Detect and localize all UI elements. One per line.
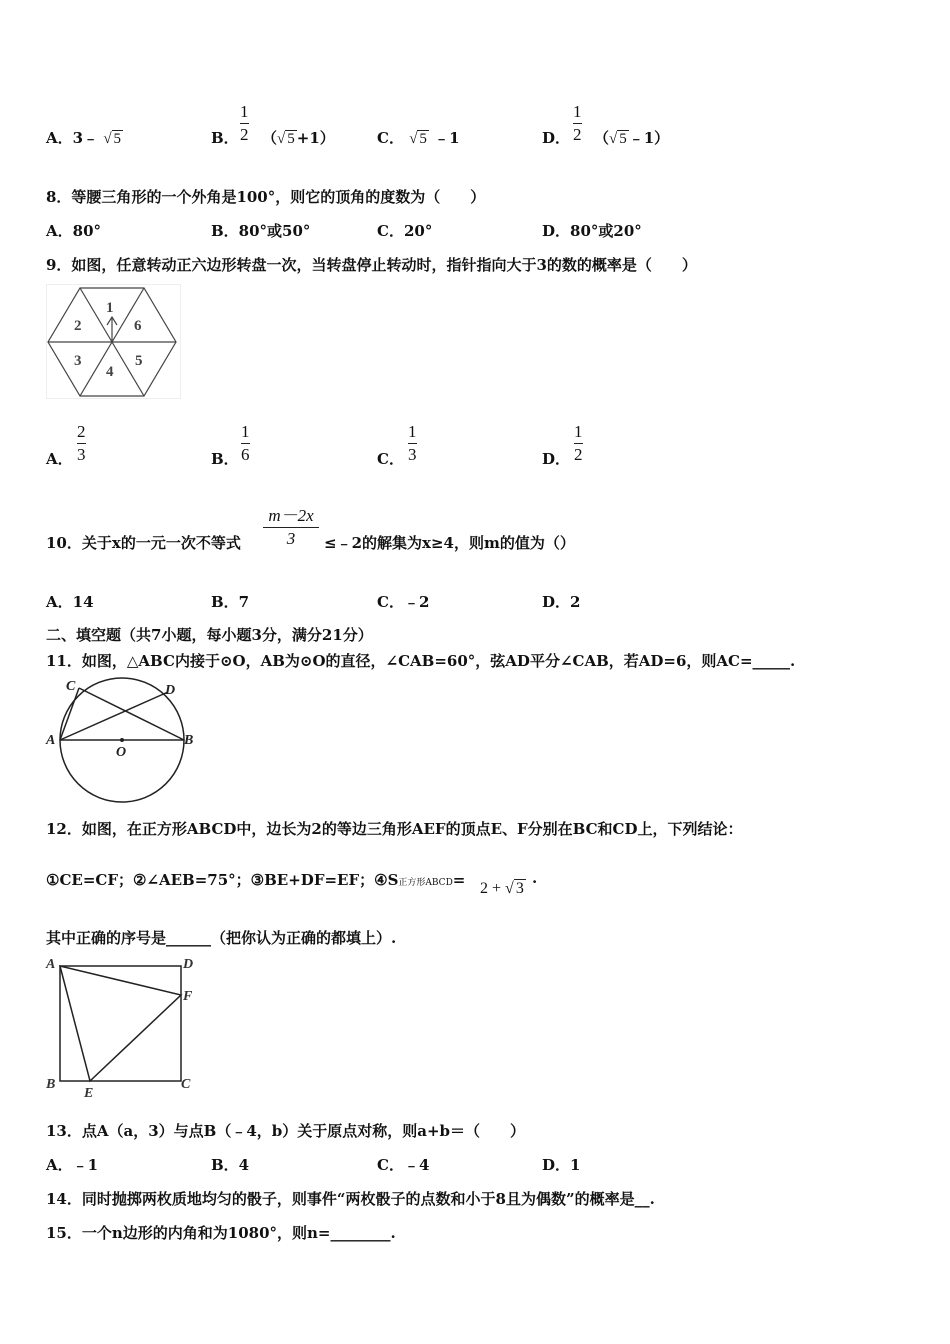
sq-point-f: F (183, 989, 193, 1004)
q13-stem: 13．点A（a，3）与点B（﹣4，b）关于原点对称，则a+b＝（ ） (46, 1122, 526, 1140)
q9-option-b-fraction: 1 6 (241, 422, 250, 464)
point-o: O (116, 745, 127, 760)
circle-figure (44, 676, 204, 808)
q7-d-expr: （√ 5 ﹣1） (594, 129, 670, 147)
q10-option-c: C．﹣2 (377, 593, 430, 611)
q12-value: 2 + √ 3 (480, 880, 524, 897)
q7-d-fraction: 1 2 (573, 102, 582, 144)
sector-5: 5 (135, 353, 143, 369)
section-heading: 二、填空题（共7小题，每小题3分，满分21分） (46, 626, 373, 644)
square-figure (44, 954, 204, 1100)
q12-period: . (532, 869, 538, 887)
q13-option-a: A．﹣1 (46, 1156, 99, 1174)
q7-b-fraction: 1 2 (240, 102, 249, 144)
q9-option-a-label: A． (46, 450, 73, 468)
q12-conclusions: ①CE=CF；②∠AEB=75°；③BE+DF=EF；④S正方形ABCD= (46, 871, 466, 889)
sector-6: 6 (134, 318, 142, 334)
q12-fill: 其中正确的序号是______（把你认为正确的都填上）. (46, 929, 397, 947)
q8-stem: 8．等腰三角形的一个外角是100°，则它的顶角的度数为（ ） (46, 188, 486, 206)
q13-option-d: D．1 (542, 1156, 581, 1174)
sq-point-e: E (84, 1086, 94, 1100)
q10-option-a: A．14 (46, 593, 94, 611)
q10-fraction: m－2x 3 (263, 506, 319, 549)
q10-option-b: B．7 (211, 593, 250, 611)
q10-option-d: D．2 (542, 593, 581, 611)
q15-stem: 15．一个n边形的内角和为1080°，则n=________. (46, 1224, 396, 1242)
q9-option-d-label: D． (542, 450, 571, 468)
sector-1: 1 (106, 300, 114, 316)
point-c: C (66, 679, 76, 694)
q9-option-c-fraction: 1 3 (408, 422, 417, 464)
q7-option-c: C． √ 5 ﹣1 (377, 129, 460, 147)
q13-option-b: B．4 (211, 1156, 250, 1174)
q7-option-d: D． (542, 129, 571, 147)
point-b: B (184, 733, 194, 748)
q9-option-c-label: C． (377, 450, 404, 468)
q8-option-a: A．80° (46, 222, 102, 240)
sqrt-symbol: √ 5 (103, 131, 122, 147)
q7-b-expr: （√ 5 +1） (262, 129, 335, 147)
q11-stem: 11．如图，△ABC内接于⊙O，AB为⊙O的直径，∠CAB=60°，弦AD平分∠CAB，若AD=6，则AC=_____. (46, 652, 796, 670)
q8-option-d: D．80°或20° (542, 222, 642, 240)
q8-option-c: C．20° (377, 222, 433, 240)
square-abcd (60, 966, 181, 1081)
q9-option-d-fraction: 1 2 (574, 422, 583, 464)
sector-4: 4 (106, 364, 114, 380)
point-d: D (165, 683, 176, 698)
q8-option-b: B．80°或50° (211, 222, 311, 240)
q9-option-b-label: B． (211, 450, 239, 468)
q10-tail: ≤﹣2的解集为x≥4，则m的值为（） (324, 534, 575, 552)
q7-option-b: B． (211, 129, 239, 147)
sq-point-a: A (46, 957, 56, 972)
q9-option-a-fraction: 2 3 (77, 422, 86, 464)
sq-point-c: C (181, 1077, 191, 1092)
q12-stem: 12．如图，在正方形ABCD中，边长为2的等边三角形AEF的顶点E、F分别在BC和CD上，下列结论： (46, 820, 743, 838)
q10-lead: 10．关于x的一元一次不等式 (46, 534, 241, 552)
q9-stem: 9．如图，任意转动正六边形转盘一次，当转盘停止转动时，指针指向大于3的数的概率是（ ） (46, 256, 697, 274)
triangle-aef (60, 966, 181, 1081)
sq-point-b: B (46, 1077, 56, 1092)
q13-option-c: C．﹣4 (377, 1156, 430, 1174)
q7-option-a: A．3﹣ √ 5 (46, 129, 122, 147)
hexagon-spinner-figure (46, 284, 182, 400)
point-a: A (46, 733, 56, 748)
q14-stem: 14．同时抛掷两枚质地均匀的骰子，则事件“两枚骰子的点数和小于8且为偶数”的概率是__. (46, 1190, 655, 1208)
sector-3: 3 (74, 353, 82, 369)
sq-point-d: D (183, 957, 194, 972)
sector-2: 2 (74, 318, 82, 334)
